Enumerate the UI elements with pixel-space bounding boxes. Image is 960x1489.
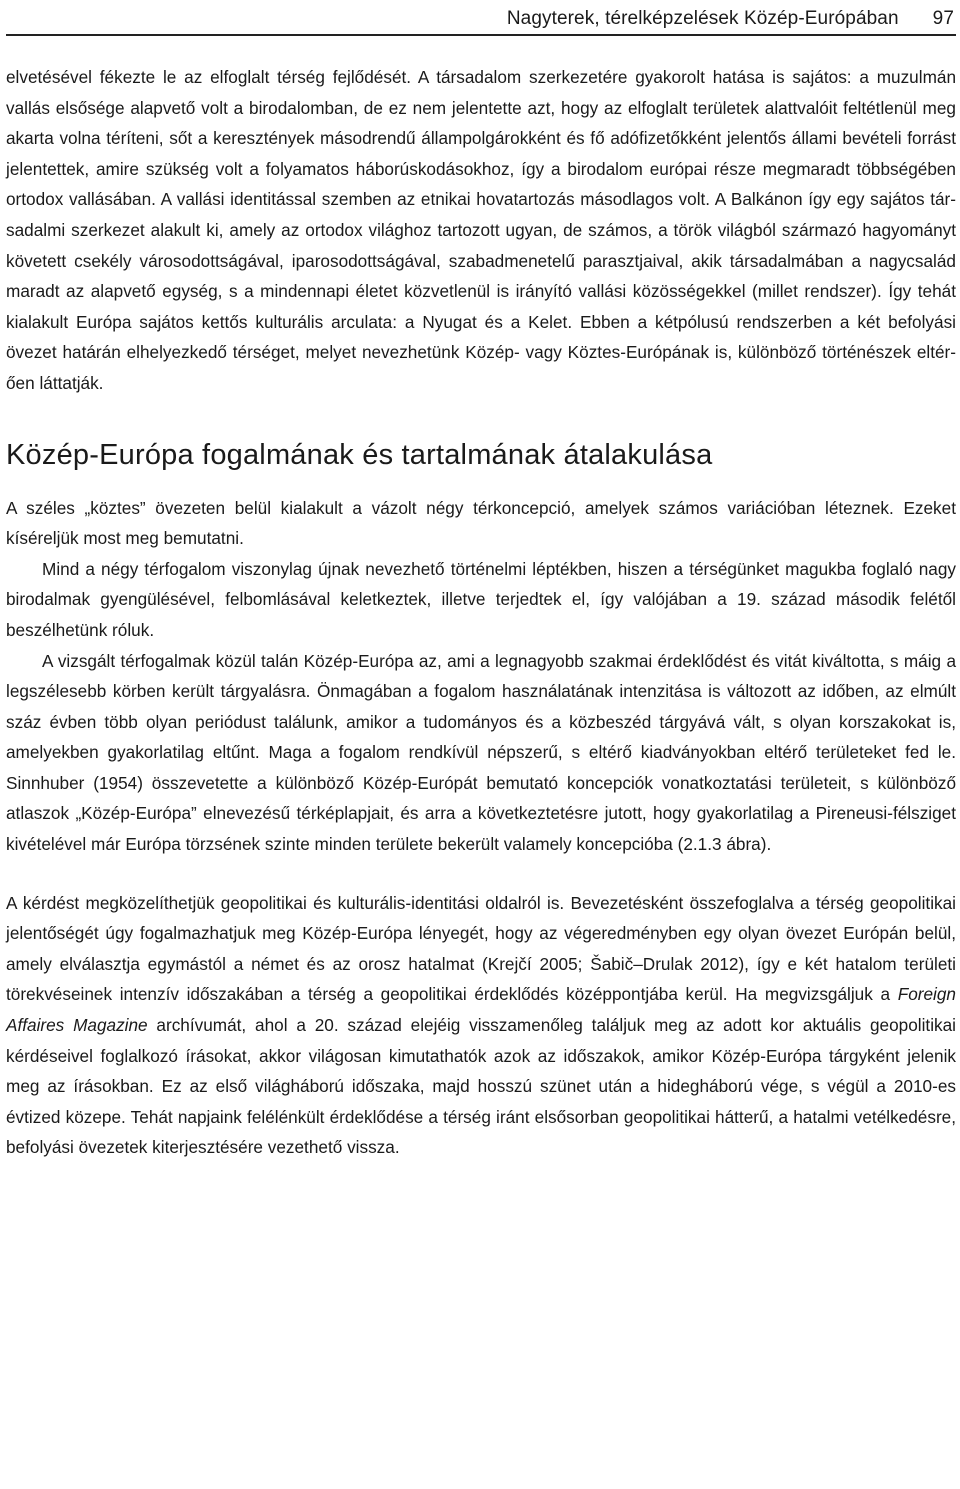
paragraph-5 bbox=[6, 888, 956, 1163]
paragraph-gap bbox=[6, 860, 956, 888]
book-page bbox=[6, 0, 956, 1163]
paragraph-4: A vizsgált térfogalmak közül talán Közép-Európa az, ami a legnagyobb szakmai érdeklődést és vitát kiváltotta, s máig a legszélesebb körben került tárgyalásra. Önmagában a fogalom használatának intenzitása is változott az időben, az elmúlt száz évben több olyan periódust találunk, amikor a tudományos és a közbeszéd tárgyává vált, s olyan korszakokat is, amelyekben gyakorlatilag eltűnt. Maga a fogalom rendkívül népszerű, s eltérő kiadványokban eltérő területeket fed le. Sinnhuber (1954) összevetette a különböző Közép-Európát bemutató koncepciók vonatkoztatási területeit, s különböző atlaszok „Közép-Európa” elnevezésű térképlapjait, és arra a következtetésre jutott, hogy gyakorlatilag a Pireneusi-félsziget kivételével már Európa törzsének szinte minden területe bekerült valamely koncepcióba (2.1.3 ábra). bbox=[6, 650, 956, 855]
paragraph-1: elvetésével fékezte le az elfoglalt térség fejlődését. A társadalom szerkezetére gyakorolt hatása is sajátos: a muzulmán vallás elsősége alapvető volt a birodalomban, de ez nem jelentette azt, hogy az elfoglalt területek alattvalóit feltétlenül meg akarta volna téríteni, sőt a keresztények másodrendű állampolgárokként és fő adófizetőkként jelentős állami bevételi forrást jelentettek, amire szükség volt a folyamatos háborúskodásokhoz, így a birodalom európai része megmaradt többségében ortodox vallásában. A vallási identitással szemben az etnikai hovatartozás másodlagos volt. A Balkánon így egy sajátos társadalmi szerkezet alakult ki, amely az ortodox világhoz tartozott ugyan, de számos, a török világból származó hagyományt követett csekély városodottságával, iparosodottságával, szabadmenetelű parasztjaival, akik társadalmában a nagycsalád maradt az alapvető egység, s a mindennapi életet közvetlenül is irányító vallási közösségekkel (millet rendszer). Így tehát kialakult Európa sajátos kettős kulturális arculata: a Nyugat és a Kelet. Ebben a kétpólusú rendszerben a két befolyási övezet határán elhelyezkedő térséget, melyet nevezhetünk Közép- vagy Köztes-Európának is, különböző történészek eltérően láttatják. bbox=[6, 67, 956, 393]
page-number: 97 bbox=[932, 8, 954, 29]
body-text bbox=[6, 62, 956, 1163]
paragraph-5-text-a: A kérdést megközelíthetjük geopolitikai és kulturális-identitási oldalról is. Bevezetésként összefoglalva a térség geopolitikai jelentőségét úgy fogalmazhatjuk meg Közép-Európa lényegét, hogy az végeredményben egy olyan övezet Európán belül, amely elválasztja egymástól a német és az orosz hatalmat (Krejčí 2005; Šabič–Drulak 2012), így e két hatalom területi törekvéseinek intenzív időszakában a térség a geopolitikai érdeklődés középpontjába kerül. Ha megvizsgáljuk a bbox=[6, 892, 956, 1005]
running-title: Nagyterek, térelképzelések Közép-Európában bbox=[506, 8, 899, 29]
paragraph-2: A széles „köztes” övezeten belül kialakult a vázolt négy térkoncepció, amelyek számos variációban léteznek. Ezeket kíséreljük most meg bemutatni. bbox=[6, 497, 956, 549]
paragraph-5-text-b: archívumát, ahol a 20. század elejéig visszamenőleg találjuk meg az adott kor aktuális geopolitikai kérdéseivel foglalkozó írásokat, akkor világosan kimutathatók azok az időszakok, amikor Közép-Európa tárgyként jelenik meg az írásokban. Ez az első világháború időszaka, majd hosszú szünet után a hidegháború vége, s végül a 2010-es évtized közepe. Tehát napjaink felélénkült érdeklődése a térség iránt elsősorban geopolitikai hátterű, a hatalmi vetélkedésre, befolyási övezetek kiterjesztésére vezethető vissza. bbox=[6, 1015, 956, 1158]
running-header bbox=[6, 0, 956, 36]
paragraph-3: Mind a négy térfogalom viszonylag újnak nevezhető történelmi léptékben, hiszen a térségünket magukba foglaló nagy birodalmak gyengülésével, felbomlásával keletkeztek, illetve terjedtek el, így valójában a 19. század második felétől beszélhetünk róluk. bbox=[6, 558, 956, 640]
journal-title: Foreign Affaires Magazine bbox=[6, 984, 956, 1036]
section-heading: Közép-Európa fogalmának és tartalmának átalakulása bbox=[6, 438, 713, 471]
